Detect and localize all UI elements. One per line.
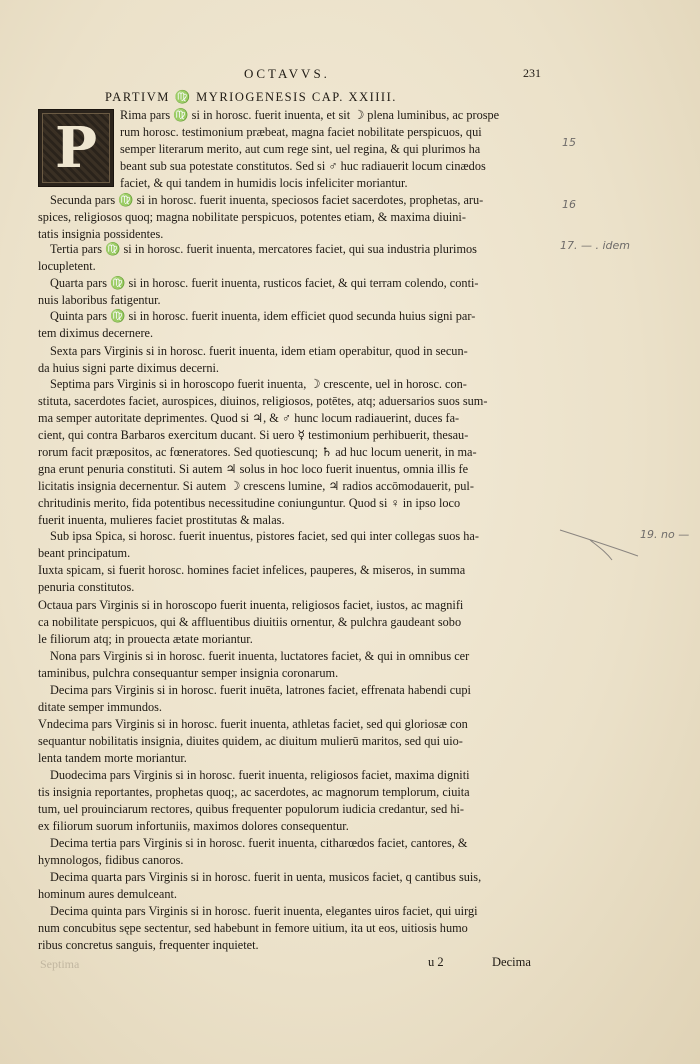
text-line: stituta, sacerdotes faciet, aurospices, diuinos, religiosos, potētes, atq; aduersarios suos sum- — [38, 394, 488, 408]
text-line: ribus concretus sanguis, frequenter inquietet. — [38, 938, 259, 952]
text-line: tatis insignia possidentes. — [38, 227, 164, 241]
text-line: Septima pars Virginis si in horoscopo fuerit inuenta, ☽ crescente, uel in horosc. con- — [50, 377, 467, 391]
text-line: hymnologos, fidibus canoros. — [38, 853, 184, 867]
signature-mark: u 2 — [428, 955, 444, 969]
text-line: locupletent. — [38, 259, 96, 273]
text-line: Sexta pars Virginis si in horosc. fuerit inuenta, idem etiam operabitur, quod in secun- — [50, 344, 468, 358]
text-line: gna erunt penuria constituti. Si autem ♃ solus in hoc loco fuerit inuentus, omnia illis fe — [38, 462, 469, 476]
marginal-note: 19. no — — [640, 528, 690, 541]
text-line: sequantur nobilitatis insignia, diuites quidem, ac diuitum mulierū maritos, sed qui uio- — [38, 734, 463, 748]
marginal-note: 17. — . idem — [560, 239, 631, 252]
bleed-through-text: Septima — [40, 957, 80, 971]
text-line: lenta tandem morte moriantur. — [38, 751, 187, 765]
text-line: Vndecima pars Virginis si in horosc. fuerit inuenta, athletas faciet, sed qui gloriosæ con — [38, 717, 468, 731]
chapter-heading: PARTIVM ♍ MYRIOGENESIS CAP. XXIIII. — [105, 90, 397, 104]
text-line: Rima pars ♍ si in horosc. fuerit inuenta, et sit ☽ plena luminibus, ac prospe — [120, 108, 500, 122]
text-line: faciet, & qui tandem in humidis locis infeliciter moriantur. — [120, 176, 408, 190]
marginal-note: 16 — [562, 198, 576, 211]
text-line: beant sub sua potestate constitutos. Sed si ♂ huc radiauerit locum cinædos — [120, 159, 486, 173]
text-line: rorum facit præpositos, ac fœneratores. Sed quotiescunq; ♄ ad huc locum uenerit, in ma- — [38, 445, 477, 459]
text-line: tum, uel prouinciarum rectores, quibus frequenter populorum iudicia credantur, sed hi- — [38, 802, 465, 816]
text-line: ditate semper immundos. — [38, 700, 162, 714]
text-line: Quarta pars ♍ si in horosc. fuerit inuenta, rusticos faciet, & qui terram colendo, conti- — [50, 276, 479, 290]
text-line: Decima tertia pars Virginis si in horosc. fuerit inuenta, citharœdos faciet, cantores, & — [50, 836, 468, 850]
text-line: hominum aures demulceant. — [38, 887, 177, 901]
text-line: da huius signi parte diximus decerni. — [38, 361, 220, 375]
text-line: num concubitus sępe sectentur, sed habebunt in femore uitium, ita ut eos, uitiosis humo — [38, 921, 468, 935]
text-line: taminibus, pulchra consequantur semper insignia coronarum. — [38, 666, 339, 680]
text-line: beant principatum. — [38, 546, 131, 560]
text-line: Secunda pars ♍ si in horosc. fuerit inuenta, speciosos faciet sacerdotes, prophetas, aru- — [50, 193, 484, 207]
text-line: nuis laboribus fatigentur. — [38, 293, 161, 307]
text-line: tem diximus decernere. — [38, 326, 154, 340]
text-line: chritudinis merito, fida potentibus necessitudine coniunguntur. Quod si ♀ in ipso loco — [38, 496, 461, 510]
text-line: Sub ipsa Spica, si horosc. fuerit inuentus, pistores faciet, sed qui inter collegas suos ha- — [50, 529, 479, 543]
text-line: ma semper autoritate deprimentes. Quod si ♃, & ♂ hunc locum radiauerint, duces fa- — [38, 411, 460, 425]
folio-number: 231 — [523, 66, 541, 80]
text-line: Duodecima pars Virginis si in horosc. fuerit inuenta, religiosos faciet, maxima digniti — [50, 768, 470, 782]
text-line: Quinta pars ♍ si in horosc. fuerit inuenta, idem efficiet quod secunda huius signi par- — [50, 309, 476, 323]
text-line: Octaua pars Virginis si in horoscopo fuerit inuenta, religiosos faciet, iustos, ac magnifi — [38, 598, 464, 612]
text-line: spices, religiosos quoq; magna nobilitate perspicuos, potentes etiam, & maxima diuini- — [38, 210, 466, 224]
text-line: ca nobilitate perspicuos, qui & affluentibus diuitiis ornentur, & pulchra gaudeant sobo — [38, 615, 462, 629]
running-title: OCTAVVS. — [244, 66, 330, 81]
marginal-note: 15 — [562, 136, 576, 149]
text-line: tis insignia reportantes, prophetas quoq;, ac sacerdotes, ac magnorum templorum, ciuita — [38, 785, 470, 799]
text-line: fuerit inuenta, mulieres faciet prostitutas & malas. — [38, 513, 285, 527]
text-line: Decima quinta pars Virginis si in horosc. fuerit inuenta, elegantes uiros faciet, qui uirgi — [50, 904, 478, 918]
text-line: penuria constitutos. — [38, 580, 135, 594]
text-line: rum horosc. testimonium præbeat, magna faciet nobilitate perspicuos, qui — [120, 125, 482, 139]
text-line: ex filiorum suorum infortuniis, maximos dolores consequentur. — [38, 819, 349, 833]
text-line: Nona pars Virginis si in horosc. fuerit inuenta, luctatores faciet, & qui in omnibus cer — [50, 649, 470, 663]
text-line: cient, qui contra Barbaros exercitum ducant. Si uero ☿ testimonium perhibuerit, thesau- — [38, 428, 469, 442]
text-line: Tertia pars ♍ si in horosc. fuerit inuenta, mercatores faciet, qui sua industria plurimos — [50, 242, 477, 256]
text-line: Decima quarta pars Virginis si in horosc. fuerit in uenta, musicos faciet, q cantibus suis, — [50, 870, 482, 884]
text-line: licitatis insignia decernentur. Si autem ☽ crescens lumine, ♃ radios accōmodauerit, pul- — [38, 479, 474, 493]
text-line: Decima pars Virginis si in horosc. fuerit inuēta, latrones faciet, effrenata habendi cupi — [50, 683, 471, 697]
text-line: Iuxta spicam, si fuerit horosc. homines faciet infelices, pauperes, & miseros, in summa — [38, 563, 466, 577]
initial-letter: P — [54, 115, 98, 181]
text-line: semper literarum merito, aut cum rege sint, uel regina, & qui plurimos ha — [120, 142, 481, 156]
text-line: le filiorum atq; in prouecta ætate moriantur. — [38, 632, 253, 646]
catchword: Decima — [492, 955, 531, 969]
